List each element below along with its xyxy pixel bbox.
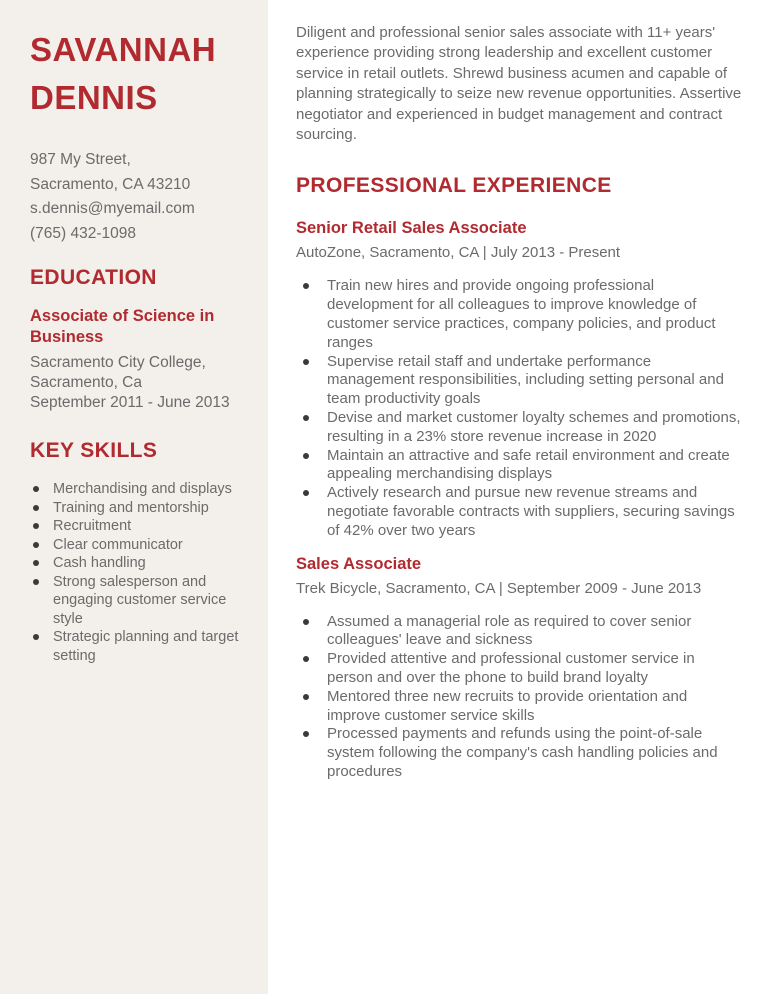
key-skills-list bbox=[30, 480, 240, 665]
job-bullet: Maintain an attractive and safe retail environment and create appealing merchandising displays bbox=[296, 447, 742, 485]
job-entry-sales-associate bbox=[296, 553, 742, 782]
job-bullet: Processed payments and refunds using the point-of-sale system following the company's cash handling policies and procedures bbox=[296, 725, 742, 781]
skill-item: Strong salesperson and engaging customer service style bbox=[30, 573, 240, 629]
skill-item: Training and mentorship bbox=[30, 499, 240, 518]
job-bullet: Mentored three new recruits to provide orientation and improve customer service skills bbox=[296, 688, 742, 726]
job-bullet: Provided attentive and professional customer service in person and over the phone to build brand loyalty bbox=[296, 650, 742, 688]
candidate-name bbox=[30, 26, 254, 122]
job-bullet: Train new hires and provide ongoing professional development for all colleagues to improve knowledge of customer service practices, company policies, and product ranges bbox=[296, 277, 742, 352]
skill-item: Clear communicator bbox=[30, 536, 240, 555]
school-info bbox=[30, 353, 254, 413]
job-title: Senior Retail Sales Associate bbox=[296, 219, 527, 238]
candidate-name-line2: DENNIS bbox=[30, 79, 158, 116]
candidate-name-line1: SAVANNAH bbox=[30, 31, 217, 68]
job-bullet: Assumed a managerial role as required to cover senior colleagues' leave and sickness bbox=[296, 613, 742, 651]
job-bullet-list bbox=[296, 613, 742, 782]
skill-item: Recruitment bbox=[30, 517, 240, 536]
key-skills-heading: KEY SKILLS bbox=[30, 439, 158, 462]
skill-item: Merchandising and displays bbox=[30, 480, 240, 499]
job-bullet: Supervise retail staff and undertake performance management responsibilities, including setting personal and team productivity goals bbox=[296, 353, 742, 409]
professional-summary: Diligent and professional senior sales associate with 11+ years' experience providing strong leadership and excellent customer service in retail outlets. Shrewd business acumen and capable of planning strategically to seize new revenue opportunities. Assertive negotiator and experienced in budget management and contract sourcing. bbox=[296, 24, 742, 144]
skill-item: Cash handling bbox=[30, 554, 240, 573]
contact-address-line2: Sacramento, CA 43210 bbox=[30, 175, 191, 193]
sidebar bbox=[0, 0, 268, 994]
contact-info bbox=[30, 148, 254, 246]
contact-email: s.dennis@myemail.com bbox=[30, 200, 195, 217]
job-meta: Trek Bicycle, Sacramento, CA | September 2009 - June 2013 bbox=[296, 579, 702, 597]
school-location: Sacramento, Ca bbox=[30, 374, 142, 391]
degree-title: Associate of Science in Business bbox=[30, 307, 215, 346]
job-title: Sales Associate bbox=[296, 554, 422, 573]
main-content bbox=[268, 0, 768, 994]
contact-phone: (765) 432-1098 bbox=[30, 224, 136, 242]
skill-item: Strategic planning and target setting bbox=[30, 628, 240, 665]
school-dates: September 2011 - June 2013 bbox=[30, 394, 230, 411]
job-meta: AutoZone, Sacramento, CA | July 2013 - Present bbox=[296, 244, 621, 262]
job-entry-senior-retail-sales-associate bbox=[296, 217, 742, 540]
job-bullet: Devise and market customer loyalty schemes and promotions, resulting in a 23% store revenue increase in 2020 bbox=[296, 409, 742, 447]
job-bullet-list bbox=[296, 277, 742, 540]
experience-heading: PROFESSIONAL EXPERIENCE bbox=[296, 174, 612, 198]
job-bullet: Actively research and pursue new revenue streams and negotiate favorable contracts with suppliers, securing savings of 42% over two years bbox=[296, 484, 742, 540]
education-heading: EDUCATION bbox=[30, 266, 157, 289]
school-name: Sacramento City College, bbox=[30, 354, 206, 371]
contact-address-line1: 987 My Street, bbox=[30, 151, 131, 168]
